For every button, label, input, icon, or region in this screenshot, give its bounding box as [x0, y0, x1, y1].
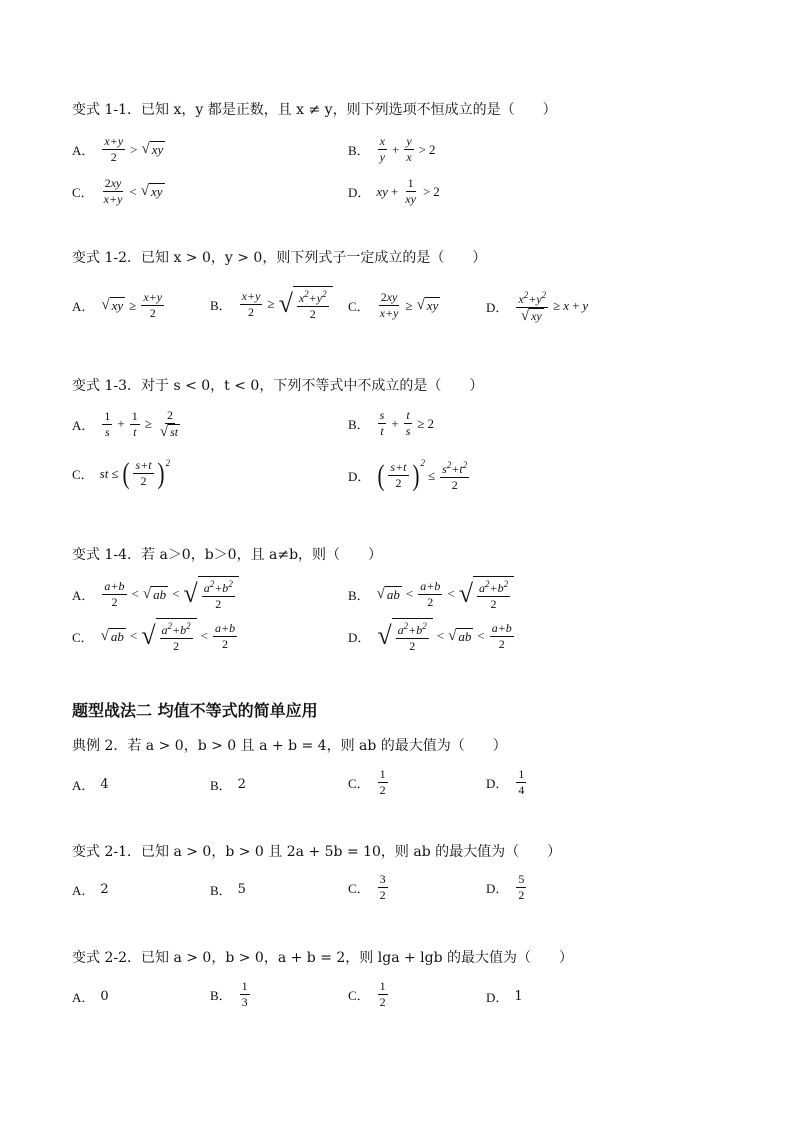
- option-label: B．: [348, 587, 370, 603]
- option-e2-d[interactable]: [486, 767, 528, 798]
- option-label: A．: [72, 417, 95, 433]
- option-label: A．: [72, 990, 95, 1005]
- formula: $x^2+y^2$ √ xy ≥ x + y: [518, 290, 589, 324]
- option-2-1-a[interactable]: [72, 880, 109, 899]
- option-label: C．: [348, 988, 370, 1003]
- option-1-4-c[interactable]: [72, 618, 239, 654]
- question-text: 若 a > 0，b > 0 且 a + b = 4，则 ab 的最大值为（ ）: [127, 738, 507, 754]
- option-2-2-d[interactable]: [486, 987, 523, 1006]
- option-2-2-b[interactable]: [210, 979, 252, 1010]
- question-label: 典例 2．: [72, 738, 128, 754]
- option-label: D．: [486, 990, 509, 1005]
- question-label: 变式 2-1．: [72, 844, 141, 860]
- option-2-2-a[interactable]: [72, 987, 109, 1006]
- formula: $\frac{1}{s}$ + $\frac{1}{t}$ ≥ 2 √ st: [104, 408, 179, 440]
- option-1-2-a[interactable]: [72, 290, 166, 321]
- option-1-1-b[interactable]: [348, 134, 436, 165]
- question-label: 变式 1-3．: [72, 378, 141, 394]
- section-heading: 题型战法二 均值不等式的简单应用: [72, 701, 318, 720]
- formula: $\frac{x+y}{2}$ ≥ √ $\frac{x^2+y^2}{2}$: [238, 286, 334, 322]
- option-2-1-c[interactable]: [348, 872, 390, 903]
- formula: $\frac{3}{2}$: [379, 872, 386, 902]
- question-1-2: [72, 248, 486, 268]
- option-value: 1: [514, 989, 523, 1004]
- question-1-4: [72, 545, 382, 565]
- option-label: A．: [72, 143, 95, 158]
- option-1-3-a[interactable]: [72, 408, 185, 440]
- question-1-1: [72, 100, 557, 120]
- question-text: 若 a＞0，b＞0，且 a≠b，则（ ）: [141, 547, 383, 563]
- option-label: C．: [348, 881, 370, 896]
- formula: $\frac{2xy}{x+y}$ ≥ √ xy: [379, 290, 439, 320]
- option-label: C．: [72, 185, 94, 200]
- formula: √ ab < $\frac{a+b}{2}$ < √ $\frac{a^2+b^2}{2}$: [376, 576, 515, 612]
- option-label: A．: [72, 299, 95, 314]
- option-1-2-d[interactable]: [486, 288, 588, 324]
- option-label: C．: [72, 629, 94, 645]
- option-label: D．: [486, 881, 509, 896]
- option-label: D．: [348, 469, 371, 484]
- formula: √ xy ≥ $\frac{x+y}{2}$: [101, 290, 163, 320]
- option-label: B．: [210, 883, 232, 898]
- option-label: D．: [486, 299, 509, 315]
- question-text: 已知 a > 0，b > 0 且 2a + 5b = 10，则 ab 的最大值为（ ）: [141, 844, 562, 860]
- option-1-3-b[interactable]: [348, 408, 434, 439]
- option-label: C．: [72, 467, 94, 482]
- option-2-1-d[interactable]: [486, 872, 528, 903]
- option-value: 5: [237, 882, 246, 897]
- option-1-2-b[interactable]: [210, 286, 334, 322]
- formula: $\frac{1}{4}$: [518, 767, 525, 797]
- option-label: B．: [210, 778, 232, 793]
- option-1-4-b[interactable]: [348, 576, 515, 612]
- option-label: C．: [348, 299, 370, 314]
- question-label: 变式 1-2．: [72, 250, 141, 266]
- question-text: 已知 x，y 都是正数，且 x ≠ y，则下列选项不恒成立的是（ ）: [141, 102, 557, 118]
- option-label: D．: [486, 776, 509, 791]
- option-label: D．: [348, 629, 371, 645]
- option-1-1-c[interactable]: [72, 176, 166, 207]
- option-1-3-d[interactable]: [348, 458, 471, 493]
- question-label: 变式 1-4．: [72, 547, 141, 563]
- option-label: B．: [210, 988, 232, 1003]
- formula: $\frac{x}{y}$ + $\frac{y}{x}$ > 2: [379, 134, 436, 164]
- formula: √ ab < √ $\frac{a^2+b^2}{2}$ < $\frac{a+b}{2}$: [100, 618, 239, 654]
- question-text: 已知 x > 0，y > 0，则下列式子一定成立的是（ ）: [141, 250, 487, 266]
- option-value: 2: [237, 777, 246, 792]
- option-label: B．: [348, 417, 370, 432]
- question-label: 变式 2-2．: [72, 950, 141, 966]
- option-1-4-a[interactable]: [72, 576, 240, 612]
- option-label: A．: [72, 778, 95, 793]
- option-2-1-b[interactable]: [210, 880, 246, 899]
- formula: $\frac{1}{2}$: [379, 767, 386, 797]
- option-e2-b[interactable]: [210, 775, 246, 794]
- option-1-2-c[interactable]: [348, 290, 441, 321]
- example-2: [72, 736, 507, 756]
- option-label: C．: [348, 776, 370, 791]
- option-label: D．: [348, 185, 371, 200]
- option-e2-a[interactable]: [72, 775, 109, 794]
- option-value: 2: [100, 882, 109, 897]
- option-1-1-d[interactable]: [348, 176, 440, 207]
- formula: $\frac{5}{2}$: [518, 872, 525, 902]
- formula: $\frac{1}{3}$: [241, 979, 248, 1009]
- question-text: 已知 a > 0，b > 0，a + b = 2，则 lga + lgb 的最大值为（ ）: [141, 950, 574, 966]
- formula: ( $\frac{s+t}{2}$ ) $^2$ ≤ $\frac{s^2+t^2}{2}$: [377, 458, 468, 492]
- option-1-4-d[interactable]: [348, 618, 516, 654]
- question-label: 变式 1-1．: [72, 102, 141, 118]
- option-1-1-a[interactable]: [72, 134, 166, 165]
- formula: $\frac{x+y}{2}$ > √ xy: [104, 134, 164, 164]
- option-label: B．: [348, 143, 370, 158]
- formula: $\frac{1}{2}$: [379, 979, 386, 1009]
- option-label: A．: [72, 587, 95, 603]
- formula: st ≤ ( $\frac{s+t}{2}$ ) $^2$: [99, 456, 171, 490]
- formula: √ $\frac{a^2+b^2}{2}$ < √ ab < $\frac{a+b}{2}$: [376, 618, 515, 654]
- formula: $\frac{a+b}{2}$ < √ ab < √ $\frac{a^2+b^2}{2}$: [100, 576, 239, 612]
- option-2-2-c[interactable]: [348, 979, 390, 1010]
- formula: $\frac{2xy}{x+y}$ < √ xy: [103, 176, 163, 206]
- option-label: B．: [210, 297, 232, 313]
- option-value: 4: [100, 777, 109, 792]
- option-e2-c[interactable]: [348, 767, 390, 798]
- option-label: A．: [72, 883, 95, 898]
- formula: xy + $\frac{1}{xy}$ > 2: [376, 176, 440, 206]
- option-value: 0: [100, 989, 109, 1004]
- question-text: 对于 s < 0，t < 0，下列不等式中不成立的是（ ）: [141, 378, 484, 394]
- question-2-1: [72, 842, 561, 862]
- formula: $\frac{s}{t}$ + $\frac{t}{s}$ ≥ 2: [379, 408, 434, 438]
- question-1-3: [72, 376, 483, 396]
- option-1-3-c[interactable]: [72, 458, 170, 489]
- question-2-2: [72, 948, 573, 968]
